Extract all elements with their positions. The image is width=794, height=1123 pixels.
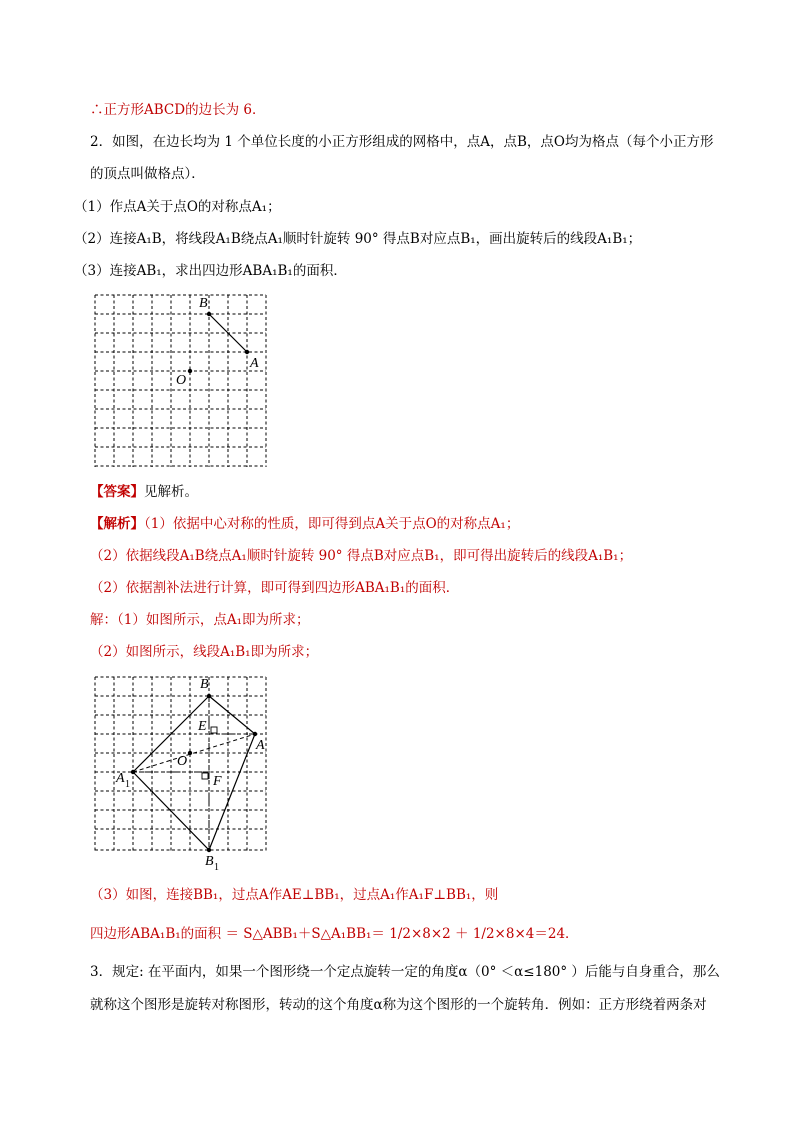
label-a1: A bbox=[116, 771, 125, 786]
question-2-line-2: 的顶点叫做格点）． bbox=[90, 166, 205, 182]
label-b1: B bbox=[205, 854, 214, 869]
question-3-line-2: 就称这个图形是旋转对称图形，转动的这个角度α称为这个图形的一个旋转角．例如：正方形绕着两条对 bbox=[90, 997, 707, 1013]
analysis-line-2: （2）依据线段A₁B绕点A₁顺时针旋转 90° 得点B对应点B₁，即可得出旋转后的线段A₁B₁； bbox=[90, 548, 633, 564]
point-a bbox=[245, 350, 249, 354]
label-b: B bbox=[200, 677, 209, 692]
question-2-part-2: （2）连接A₁B，将线段A₁B绕点A₁顺时针旋转 90° 得点B对应点B₁，画出旋转后的线段A₁B₁； bbox=[74, 231, 642, 247]
label-a1-sub: 1 bbox=[125, 779, 130, 790]
label-o: O bbox=[177, 754, 188, 769]
label-o: O bbox=[176, 373, 187, 388]
answer-line bbox=[90, 483, 198, 501]
answer-text: 见解析。 bbox=[144, 484, 198, 500]
answer-tag: 【答案】 bbox=[90, 484, 144, 500]
analysis-line-3: （2）依据割补法进行计算，即可得到四边形ABA₁B₁的面积． bbox=[90, 580, 460, 596]
solution-line-2: （2）如图所示，线段A₁B₁即为所求； bbox=[90, 644, 319, 660]
question-3-line-1: 3．规定: 在平面内，如果一个图形绕一个定点旋转一定的角度α（0° ＜α≤180° ）后能与自身重合，那么 bbox=[90, 964, 720, 980]
text-line-0: ∴正方形ABCD的边长为 6． bbox=[90, 102, 266, 118]
question-2-part-3: （3）连接AB₁，求出四边形ABA₁B₁的面积． bbox=[74, 263, 347, 279]
analysis-tag: 【解析】 bbox=[90, 516, 144, 532]
point-o bbox=[188, 369, 192, 373]
solution-line-4: 四边形ABA₁B₁的面积 ＝ S△ABB₁＋S△A₁BB₁＝ 1/2×8×2 ＋ 1/2×8×4＝24． bbox=[90, 926, 579, 942]
label-f: F bbox=[213, 774, 222, 789]
grid-figure-1 bbox=[90, 290, 280, 472]
analysis-text: （1）依据中心对称的性质，即可得到点A关于点O的对称点A₁； bbox=[144, 516, 520, 532]
question-2-part-1: （1）作点A关于点O的对称点A₁； bbox=[74, 199, 281, 215]
question-2-line-1: 2．如图，在边长均为 1 个单位长度的小正方形组成的网格中，点A，点B，点O均为格点（每个小正方形 bbox=[90, 134, 714, 150]
analysis-line-1 bbox=[90, 515, 519, 533]
quadrilateral-aba1b1 bbox=[133, 696, 255, 850]
label-a: A bbox=[256, 738, 265, 753]
label-b: B bbox=[199, 296, 208, 311]
grid-figure-2 bbox=[90, 672, 280, 872]
label-a: A bbox=[250, 356, 259, 371]
label-b1-sub: 1 bbox=[214, 862, 219, 872]
solution-line-1: 解：（1）如图所示，点A₁即为所求； bbox=[90, 612, 310, 628]
point-b bbox=[207, 312, 211, 316]
solution-line-3: （3）如图，连接BB₁，过点A作AE⊥BB₁，过点A₁作A₁F⊥BB₁，则 bbox=[90, 887, 499, 903]
label-e: E bbox=[198, 719, 207, 734]
